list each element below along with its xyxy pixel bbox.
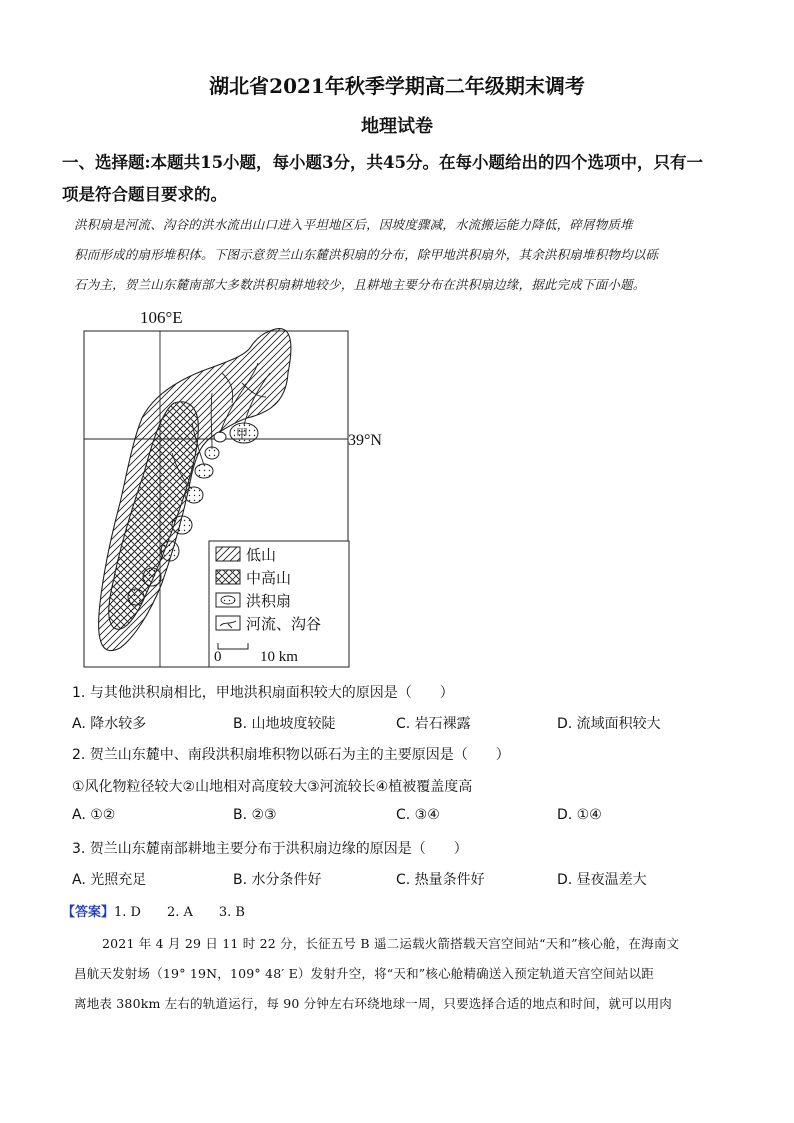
answer-text: 1. D 2. A 3. B: [114, 905, 245, 920]
question-2-statements: ①风化物粒径较大②山地相对高度较大③河流较长④植被覆盖度高: [72, 779, 473, 795]
question-2-stem: 2. 贺兰山东麓中、南段洪积扇堆积物以砾石为主的主要原因是（ ）: [72, 747, 510, 763]
question-3-option-a[interactable]: A. 光照充足: [72, 872, 147, 888]
passage2-line: 2021 年 4 月 29 日 11 时 22 分，长征五号 B 遥二运载火箭搭载天宫空间站“天和”核心舱，在海南文: [102, 936, 680, 951]
question-3-option-b[interactable]: B. 水分条件好: [233, 872, 322, 888]
map-legend: [209, 541, 349, 667]
question-1-option-b[interactable]: B. 山地坡度较陡: [233, 716, 336, 732]
place-label-jia: 甲: [236, 427, 249, 441]
question-2-option-b[interactable]: B. ②③: [233, 807, 277, 823]
answer-line: [62, 901, 245, 920]
question-2-option-a[interactable]: A. ①②: [72, 807, 116, 823]
question-2-option-d[interactable]: D. ①④: [557, 807, 602, 823]
passage-line: 积而形成的扇形堆积体。下图示意贺兰山东麓洪积扇的分布，除甲地洪积扇外，其余洪积扇堆积物均以砾: [74, 247, 659, 262]
alluvial-fan: [172, 516, 192, 534]
passage-line: 石为主，贺兰山东麓南部大多数洪积扇耕地较少，且耕地主要分布在洪积扇边缘，据此完成下面小题。: [74, 277, 646, 292]
legend-swatch-mid-high-mountain: [216, 570, 240, 584]
alluvial-fan: [128, 589, 144, 605]
alluvial-fan: [161, 541, 179, 561]
question-3-stem: 3. 贺兰山东麓南部耕地主要分布于洪积扇边缘的原因是（ ）: [72, 841, 468, 857]
section-heading-line1: 一、选择题:本题共15小题，每小题3分，共45分。在每小题给出的四个选项中，只有一: [62, 153, 703, 172]
scale-label: 10 km: [260, 649, 298, 665]
passage-line: 洪积扇是河流、沟谷的洪水流出山口进入平坦地区后，因坡度骤减，水流搬运能力降低，碎屑物质堆: [74, 217, 633, 232]
legend-label: 低山: [246, 546, 277, 564]
question-1-option-a[interactable]: A. 降水较多: [72, 716, 147, 732]
question-3-option-c[interactable]: C. 热量条件好: [396, 872, 485, 888]
alluvial-fan: [185, 487, 203, 503]
latitude-label: 39°N: [348, 432, 382, 449]
question-1-stem: 1. 与其他洪积扇相比，甲地洪积扇面积较大的原因是（ ）: [72, 685, 454, 701]
question-3-option-d[interactable]: D. 昼夜温差大: [557, 872, 647, 888]
page-subtitle: 地理试卷: [361, 116, 433, 137]
page-title: 湖北省2021年秋季学期高二年级期末调考: [209, 74, 585, 98]
question-1-option-c[interactable]: C. 岩石裸露: [396, 716, 471, 732]
passage2-line: 昌航天发射场（19° 19N，109° 48′ E）发射升空，将“天和”核心舱精确送入预定轨道天宫空间站以距: [74, 966, 654, 981]
longitude-label: 106°E: [140, 308, 183, 327]
section-heading-line2: 项是符合题目要求的。: [62, 185, 227, 204]
alluvial-fan: [143, 568, 161, 586]
alluvial-fan: [214, 432, 226, 442]
legend-swatch-low-mountain: [216, 547, 240, 561]
legend-label: 洪积扇: [246, 592, 292, 610]
legend-label: 河流、沟谷: [246, 615, 322, 633]
question-2-option-c[interactable]: C. ③④: [396, 807, 440, 823]
answer-label: 【答案】: [62, 905, 115, 920]
scale-zero: 0: [214, 649, 222, 665]
alluvial-fan: [195, 464, 213, 478]
question-1-option-d[interactable]: D. 流域面积较大: [557, 716, 661, 732]
legend-label: 中高山: [246, 569, 292, 587]
passage2-line: 离地表 380km 左右的轨道运行，每 90 分钟左右环绕地球一周，只要选择合适的地点和时间，就可以用肉: [74, 996, 672, 1011]
helan-mountain-map: [82, 303, 402, 671]
